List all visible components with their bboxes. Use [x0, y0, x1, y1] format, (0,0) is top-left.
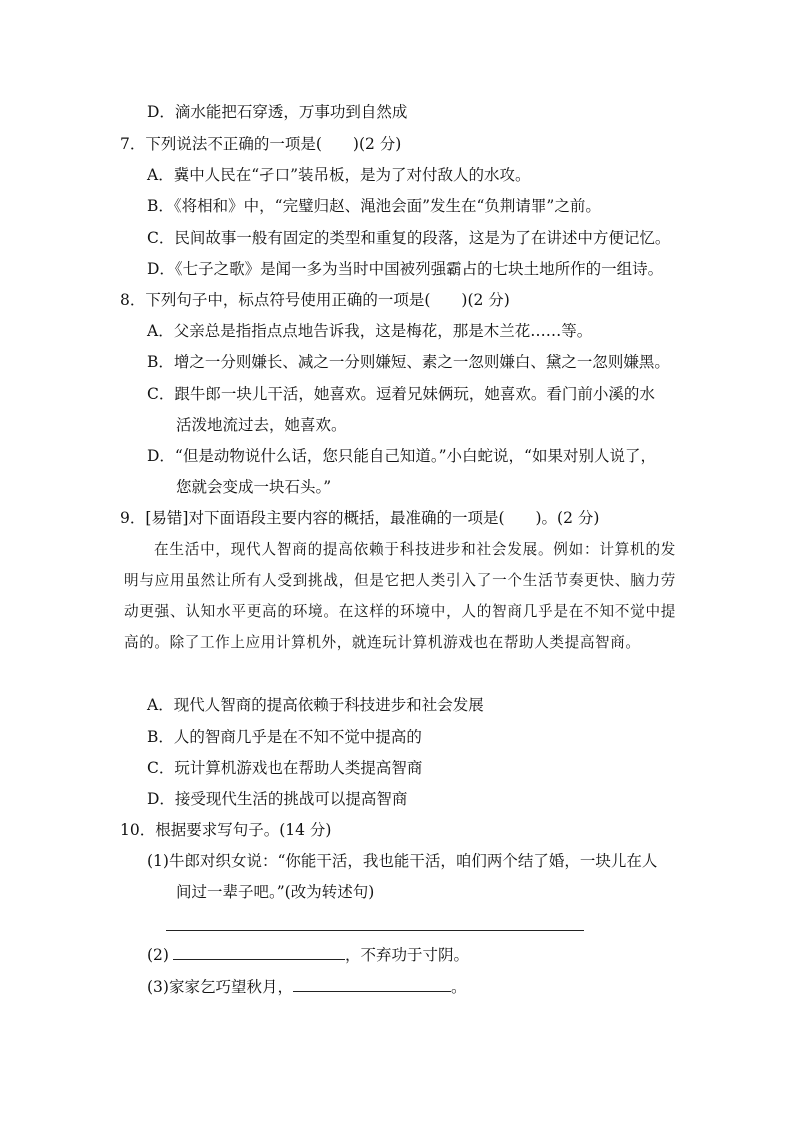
q7-stem: 7．下列说法不正确的一项是( )(2 分): [120, 135, 402, 153]
q10-part1-continued: 间过一辈子吧。”(改为转述句): [176, 883, 375, 901]
q10-part2-text: ，不弃功于寸阴。: [344, 946, 469, 964]
q8-option-d-continued: 您就会变成一块石头。”: [176, 478, 332, 496]
q10-part2-answer-blank[interactable]: [173, 945, 345, 960]
q9-option-a: A．现代人智商的提高依赖于科技进步和社会发展: [147, 696, 484, 714]
q8-option-d: D．“但是动物说什么话，您只能自己知道。”小白蛇说，“如果对别人说了，: [147, 447, 656, 465]
q9-option-d: D．接受现代生活的挑战可以提高智商: [147, 790, 408, 808]
q8-option-b: B．增之一分则嫌长、减之一分则嫌短、素之一忽则嫌白、黛之一忽则嫌黑。: [147, 353, 670, 371]
q7-option-d: D．《七子之歌》是闻一多为当时中国被列强霸占的七块土地所作的一组诗。: [147, 260, 664, 278]
q7-option-a: A．冀中人民在“孑口”装吊板，是为了对付敌人的水攻。: [147, 166, 531, 184]
q9-passage: 在生活中，现代人智商的提高依赖于科技进步和社会发展。例如：计算机的发明与应用虽然让所有人受到挑战，但是它把人类引入了一个生活节奏更快、脑力劳动更强、认知水平更高的环境。在这样的环境中，人的智商几乎是在不知不觉中提高的。除了工作上应用计算机外，就连玩计算机游戏也在帮助人类提高智商。: [124, 541, 676, 651]
q8-option-c-continued: 活泼地流过去，她喜欢。: [176, 416, 347, 434]
q6-option-d: D．滴水能把石穿透，万事功到自然成: [147, 103, 408, 121]
q9-stem: 9．[易错]对下面语段主要内容的概括，最准确的一项是( )。(2 分): [120, 509, 600, 527]
q10-part1-answer-line[interactable]: [166, 930, 584, 931]
q8-stem: 8．下列句子中，标点符号使用正确的一项是( )(2 分): [120, 291, 510, 309]
q10-part3-text: (3)家家乞巧望秋月，: [147, 978, 293, 996]
q8-option-c: C．跟牛郎一块儿干活，她喜欢。逗着兄妹俩玩，她喜欢。看门前小溪的水: [147, 385, 655, 403]
q10-part2-label: (2): [147, 946, 169, 964]
q10-stem: 10．根据要求写句子。(14 分): [120, 821, 332, 839]
q10-part1: (1)牛郎对织女说：“你能干活，我也能干活，咱们两个结了婚，一块儿在人: [147, 852, 658, 870]
q10-part3-end: 。: [450, 978, 467, 996]
q7-option-b: B．《将相和》中，“完璧归赵、渑池会面”发生在“负荆请罪”之前。: [147, 197, 601, 215]
q10-part2: [147, 945, 469, 965]
q9-option-c: C．玩计算机游戏也在帮助人类提高智商: [147, 759, 423, 777]
q9-option-b: B．人的智商几乎是在不知不觉中提高的: [147, 728, 422, 746]
q8-option-a: A．父亲总是指指点点地告诉我，这是梅花，那是木兰花……等。: [147, 322, 593, 340]
q10-part3-answer-blank[interactable]: [293, 977, 451, 992]
q7-option-c: C．民间故事一般有固定的类型和重复的段落，这是为了在讲述中方便记忆。: [147, 229, 671, 247]
q10-part3: [147, 977, 466, 997]
